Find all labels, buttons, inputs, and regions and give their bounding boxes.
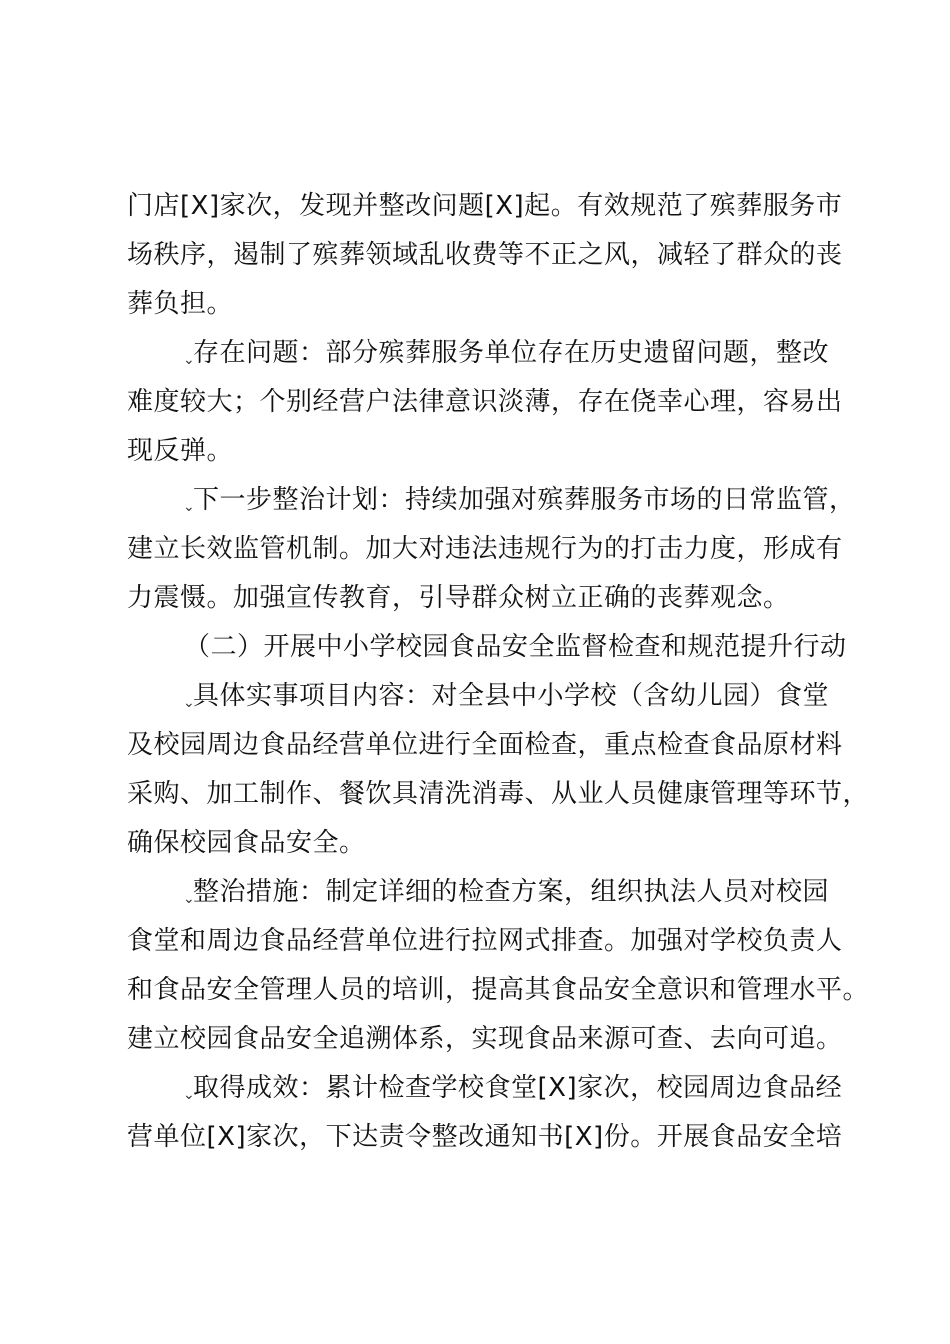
paragraph-start-line bbox=[127, 476, 856, 525]
paragraph-start-line bbox=[127, 672, 839, 721]
line-text: 整治措施：制定详细的检查方案，组织执法人员对校园 bbox=[193, 877, 830, 907]
paragraph-mark-icon: ⌄ bbox=[183, 499, 196, 515]
line-text: 和食品安全管理人员的培训，提高其食品安全意识和管理水平。 bbox=[127, 975, 870, 1005]
paragraph-start-line bbox=[127, 868, 839, 917]
line-text: 建立校园食品安全追溯体系，实现食品来源可查、去向可追。 bbox=[127, 1024, 843, 1054]
line-text: 建立长效监管机制。加大对违法违规行为的打击力度，形成有 bbox=[127, 534, 843, 564]
text-line bbox=[127, 966, 870, 1015]
document-body bbox=[127, 182, 870, 1162]
paragraph-mark-icon: ⌄ bbox=[183, 352, 196, 368]
text-line bbox=[127, 917, 843, 966]
text-line bbox=[127, 427, 839, 476]
line-text: 存在问题：部分殡葬服务单位存在历史遗留问题，整改 bbox=[193, 338, 830, 368]
text-line bbox=[127, 182, 843, 231]
line-text: 葬负担。 bbox=[127, 289, 234, 319]
line-text: 食堂和周边食品经营单位进行拉网式排查。加强对学校负责人 bbox=[127, 926, 843, 956]
text-line bbox=[127, 231, 843, 280]
line-text: 营单位[X]家次，下达责令整改通知书[X]份。开展食品安全培 bbox=[127, 1122, 843, 1152]
paragraph-start-line bbox=[127, 329, 839, 378]
line-text: 下一步整治计划：持续加强对殡葬服务市场的日常监管， bbox=[193, 485, 856, 515]
line-text: 确保校园食品安全。 bbox=[127, 828, 366, 858]
line-text: 及校园周边食品经营单位进行全面检查，重点检查食品原材料 bbox=[127, 730, 843, 760]
line-text: 取得成效：累计检查学校食堂[X]家次，校园周边食品经 bbox=[193, 1073, 843, 1103]
line-text: 门店[X]家次，发现并整改问题[X]起。有效规范了殡葬服务市 bbox=[127, 191, 843, 221]
text-line bbox=[127, 280, 839, 329]
text-line bbox=[127, 1015, 843, 1064]
section-heading bbox=[127, 623, 847, 672]
paragraph-start-line bbox=[127, 1064, 843, 1113]
section-heading-text: （二）开展中小学校园食品安全监督检查和规范提升行动 bbox=[184, 632, 847, 662]
line-text: 现反弹。 bbox=[127, 436, 234, 466]
text-line bbox=[127, 525, 843, 574]
line-text: 力震慑。加强宣传教育，引导群众树立正确的丧葬观念。 bbox=[127, 583, 790, 613]
text-line bbox=[127, 770, 870, 819]
line-text: 采购、加工制作、餐饮具清洗消毒、从业人员健康管理等环节， bbox=[127, 779, 870, 809]
text-line bbox=[127, 378, 843, 427]
text-line bbox=[127, 574, 839, 623]
line-text: 具体实事项目内容：对全县中小学校（含幼儿园）食堂 bbox=[193, 681, 830, 711]
line-text: 场秩序，遏制了殡葬领域乱收费等不正之风，减轻了群众的丧 bbox=[127, 240, 843, 270]
paragraph-mark-icon: ⌄ bbox=[183, 1087, 196, 1103]
text-line bbox=[127, 1113, 843, 1162]
paragraph-mark-icon: ⌄ bbox=[183, 695, 196, 711]
paragraph-mark-icon: ⌄ bbox=[183, 891, 196, 907]
text-line bbox=[127, 819, 839, 868]
text-line bbox=[127, 721, 843, 770]
line-text: 难度较大；个别经营户法律意识淡薄，存在侥幸心理，容易出 bbox=[127, 387, 843, 417]
